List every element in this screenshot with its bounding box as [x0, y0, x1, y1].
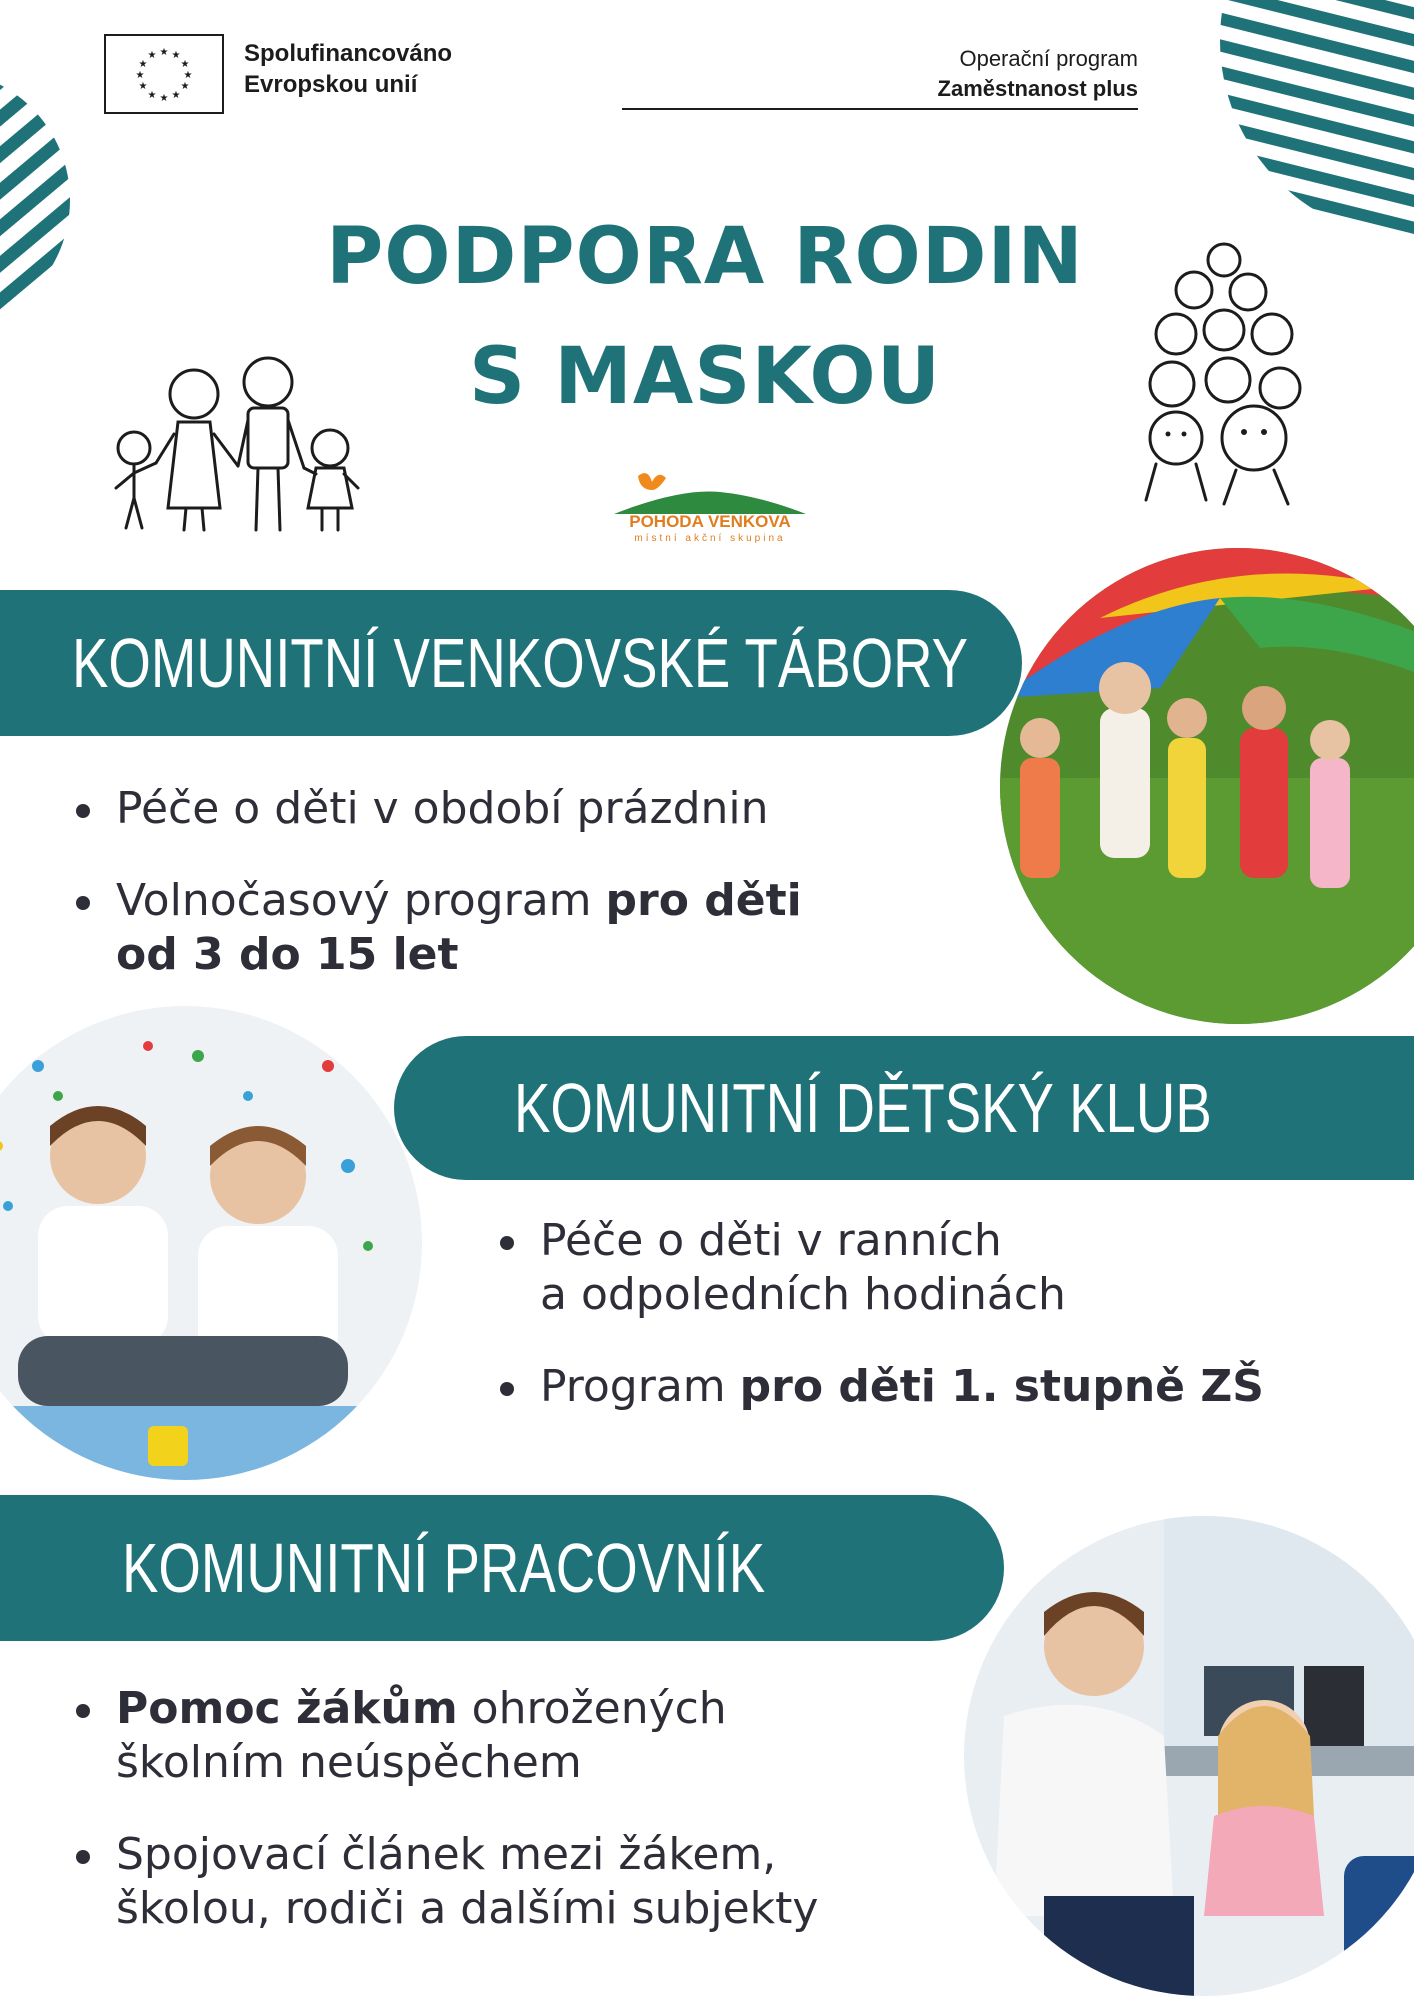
section-1-bullet-list: [76, 782, 876, 1020]
list-item: Péče o děti v období prázdnin: [76, 782, 876, 836]
list-item: Program pro děti 1. stupně ZŠ: [500, 1360, 1320, 1414]
section-heading-community-worker: [0, 1495, 1004, 1641]
svg-text:★: ★: [180, 81, 190, 92]
eu-flag-logo: [104, 34, 224, 114]
list-item: Volnočasový program pro děti od 3 do 15 let: [76, 874, 876, 982]
svg-text:★: ★: [159, 93, 169, 104]
svg-text:★: ★: [138, 81, 148, 92]
section-3-bullet-list: [76, 1682, 896, 1974]
svg-text:★: ★: [135, 70, 145, 81]
kids-pyramid-drawing-icon: [1136, 238, 1306, 508]
family-drawing-icon: [108, 348, 368, 534]
operational-program-text: [938, 44, 1138, 104]
svg-text:★: ★: [147, 90, 157, 101]
page-title-line-2: S MASKOU: [468, 332, 942, 422]
svg-text:★: ★: [171, 90, 181, 101]
svg-text:★: ★: [180, 59, 190, 70]
kids-painting-photo: [0, 1006, 422, 1480]
list-item: Pomoc žákům ohrožených školním neúspěchem: [76, 1682, 896, 1790]
section-1-heading-text: KOMUNITNÍ VENKOVSKÉ TÁBORY: [72, 624, 969, 702]
eu-line-1: Spolufinancováno: [244, 40, 453, 67]
list-item: Spojovací článek mezi žákem, školou, rodiči a dalšími subjekty: [76, 1828, 896, 1936]
svg-text:★: ★: [171, 50, 181, 61]
svg-text:★: ★: [147, 50, 157, 61]
logo-name: POHODA VENKOVA: [629, 512, 791, 531]
section-3-heading-text: KOMUNITNÍ PRACOVNÍK: [122, 1529, 766, 1607]
decorative-stripes-top-right: [1170, 0, 1414, 240]
svg-text:★: ★: [138, 59, 148, 70]
svg-text:★: ★: [159, 47, 169, 58]
svg-text:★: ★: [183, 70, 193, 81]
header-divider: [622, 108, 1138, 110]
eu-line-2: Evropskou unií: [244, 71, 418, 98]
section-heading-summer-camps: [0, 590, 1022, 736]
list-item: Péče o děti v ranních a odpoledních hodinách: [500, 1214, 1320, 1322]
page-title-line-1: PODPORA RODIN: [326, 212, 1084, 302]
section-2-bullet-list: [500, 1214, 1320, 1452]
section-2-heading-text: KOMUNITNÍ DĚTSKÝ KLUB: [514, 1069, 1212, 1147]
counselor-with-girl-photo: [964, 1516, 1414, 1996]
eu-cofinancing-text: [244, 38, 452, 100]
children-parachute-game-photo: [1000, 548, 1414, 1024]
logo-subtitle: místní akční skupina: [634, 533, 786, 544]
op-line-2: Zaměstnanost plus: [937, 76, 1138, 101]
decorative-stripes-top-left: [0, 0, 80, 380]
op-line-1: Operační program: [959, 46, 1138, 71]
section-heading-kids-club: [394, 1036, 1414, 1180]
